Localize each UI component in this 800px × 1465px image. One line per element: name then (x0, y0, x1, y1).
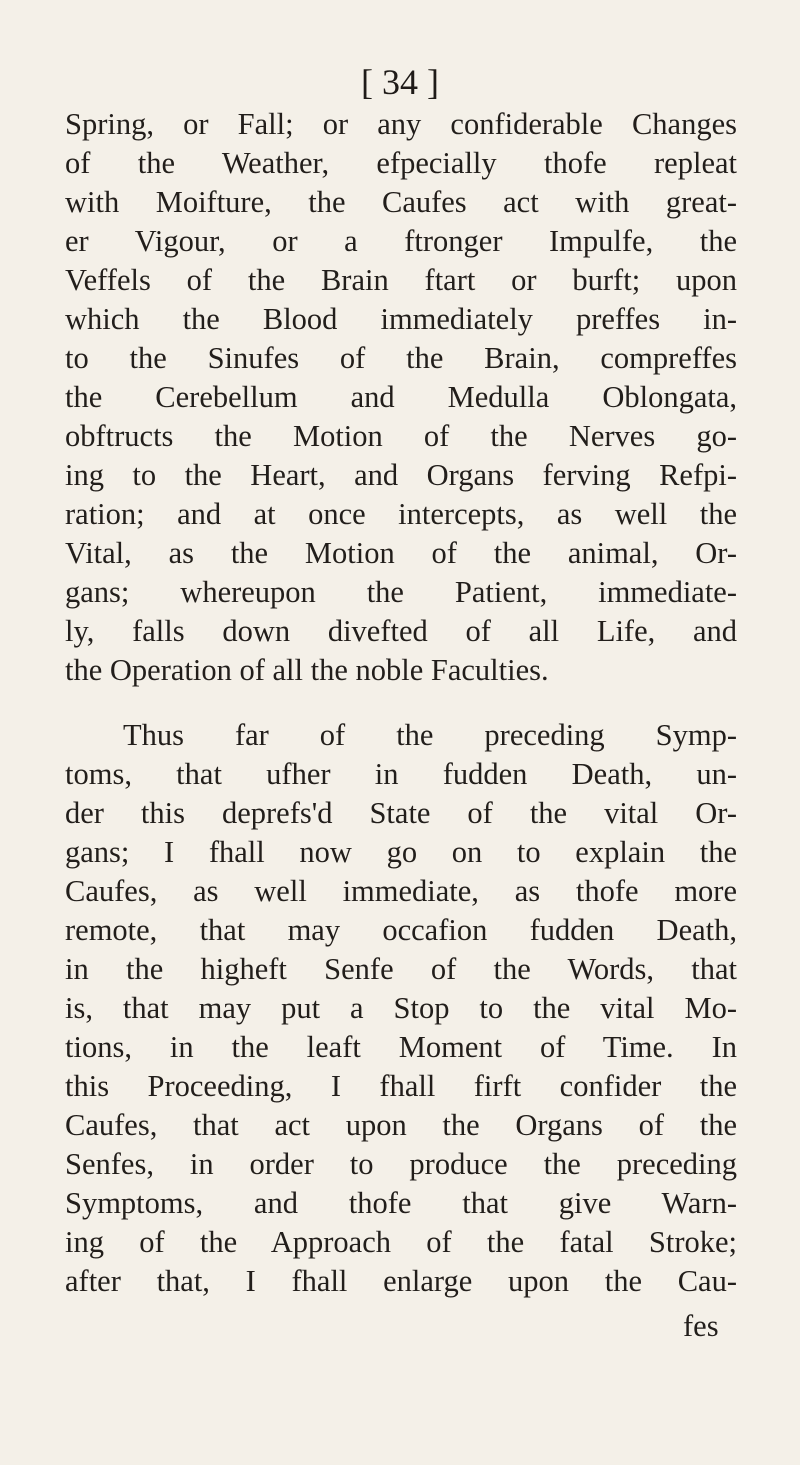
text-line: ing of the Approach of the fatal Stroke; (65, 1225, 737, 1259)
text-line: tions, in the leaft Moment of Time. In (65, 1030, 737, 1064)
text-line: gans; I fhall now go on to explain the (65, 835, 737, 869)
text-line: toms, that ufher in fudden Death, un- (65, 757, 737, 791)
text-line: ly, falls down divefted of all Life, and (65, 614, 737, 648)
text-line: of the Weather, efpecially thofe repleat (65, 146, 737, 180)
text-line: der this deprefs'd State of the vital Or- (65, 796, 737, 830)
text-line: to the Sinufes of the Brain, compreffes (65, 341, 737, 375)
text-line: Symptoms, and thofe that give Warn- (65, 1186, 737, 1220)
text-line: Veffels of the Brain ftart or burft; upon (65, 263, 737, 297)
text-line: gans; whereupon the Patient, immediate- (65, 575, 737, 609)
text-line: Spring, or Fall; or any confiderable Changes (65, 107, 737, 141)
text-line: ing to the Heart, and Organs ferving Refpi- (65, 458, 737, 492)
text-line: which the Blood immediately preffes in- (65, 302, 737, 336)
text-line: the Operation of all the noble Faculties. (65, 653, 549, 687)
text-line: Senfes, in order to produce the preceding (65, 1147, 737, 1181)
text-line: this Proceeding, I fhall firft confider the (65, 1069, 737, 1103)
text-line: Caufes, that act upon the Organs of the (65, 1108, 737, 1142)
text-line: in the higheft Senfe of the Words, that (65, 952, 737, 986)
body-text (65, 105, 737, 1301)
text-line: remote, that may occafion fudden Death, (65, 913, 737, 947)
text-line: ration; and at once intercepts, as well the (65, 497, 737, 531)
text-line: Caufes, as well immediate, as thofe more (65, 874, 737, 908)
page-number: [ 34 ] (361, 62, 439, 102)
catchword: fes (683, 1309, 719, 1343)
paragraph-2 (65, 716, 737, 1301)
text-line: Vital, as the Motion of the animal, Or- (65, 536, 737, 570)
text-line: Thus far of the preceding Symp- (123, 718, 737, 752)
text-line: obftructs the Motion of the Nerves go- (65, 419, 737, 453)
text-line: the Cerebellum and Medulla Oblongata, (65, 380, 737, 414)
paragraph-1 (65, 105, 737, 690)
text-line: after that, I fhall enlarge upon the Cau- (65, 1264, 737, 1298)
text-line: with Moifture, the Caufes act with great- (65, 185, 737, 219)
paragraph-gap (65, 690, 737, 716)
text-line: is, that may put a Stop to the vital Mo- (65, 991, 737, 1025)
text-line: er Vigour, or a ftronger Impulfe, the (65, 224, 737, 258)
